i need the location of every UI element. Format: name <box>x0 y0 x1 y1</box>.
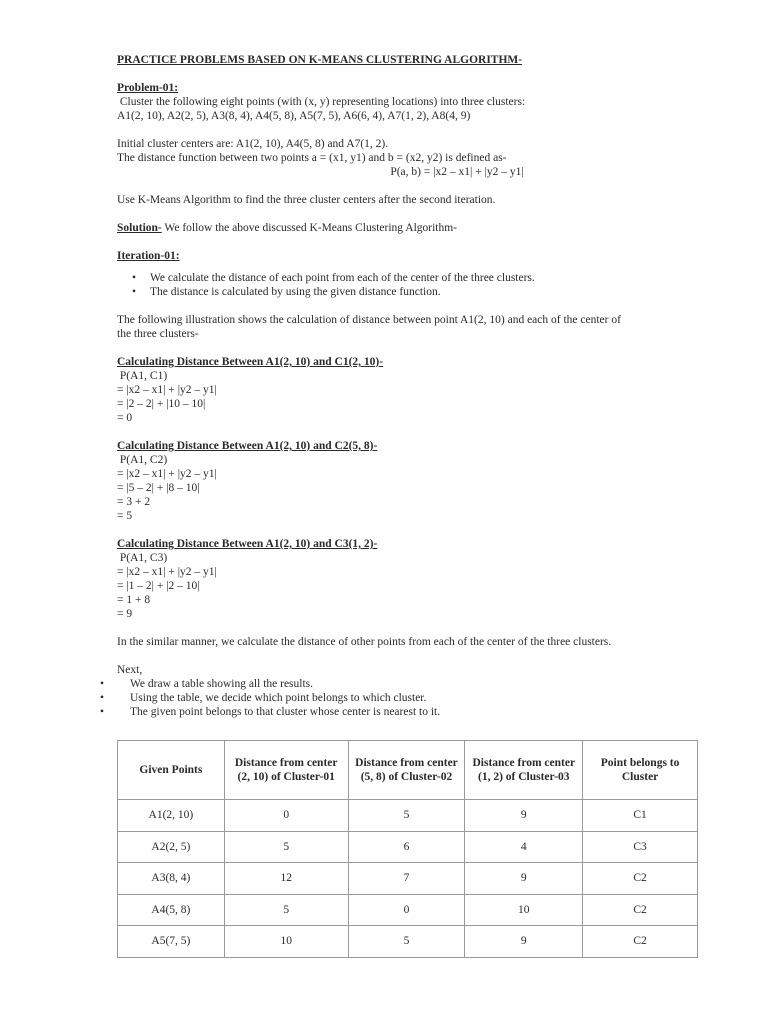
table-cell: 10 <box>465 894 583 926</box>
solution-line <box>117 221 717 235</box>
calc-line: = 9 <box>117 608 133 620</box>
distance-formula: P(a, b) = |x2 – x1| + |y2 – y1| <box>390 166 524 178</box>
problem-statement: Cluster the following eight points (with (x, y) representing locations) into three clusters: <box>117 96 526 108</box>
calc-line: P(A1, C2) <box>117 454 168 466</box>
initial-centers: Initial cluster centers are: A1(2, 10), A4(5, 8) and A7(1, 2). <box>117 138 389 150</box>
solution-text: We follow the above discussed K-Means Clustering Algorithm- <box>161 222 458 234</box>
task-statement: Use K-Means Algorithm to find the three cluster centers after the second iteration. <box>117 194 496 206</box>
table-cell: 6 <box>348 831 465 863</box>
list-item: • Using the table, we decide which point belongs to which cluster. <box>100 691 717 705</box>
list-item: • The given point belongs to that cluster whose center is nearest to it. <box>100 705 717 719</box>
illustration-text: The following illustration shows the calculation of distance between point A1(2, 10) and each of the center of <box>117 314 621 326</box>
table-row <box>118 894 698 926</box>
table-row <box>118 831 698 863</box>
table-row <box>118 800 698 832</box>
table-header-row <box>118 741 698 800</box>
table-cell: 0 <box>224 800 348 832</box>
table-cell: 5 <box>224 894 348 926</box>
distance-definition: The distance function between two points a = (x1, y1) and b = (x2, y2) is defined as- <box>117 152 507 164</box>
next-label: Next, <box>117 664 143 676</box>
calc-line: = 3 + 2 <box>117 496 151 508</box>
calc-line: P(A1, C3) <box>117 552 168 564</box>
table-cell: 9 <box>465 926 583 958</box>
iteration-heading: Iteration-01: <box>117 250 180 262</box>
table-cell: C3 <box>583 831 698 863</box>
table-cell: A1(2, 10) <box>118 800 225 832</box>
table-cell: C1 <box>583 800 698 832</box>
calc-line: = |5 – 2| + |8 – 10| <box>117 482 200 494</box>
table-cell: 5 <box>348 926 465 958</box>
calc-heading: Calculating Distance Between A1(2, 10) and C2(5, 8)- <box>117 440 378 452</box>
distance-table <box>117 740 698 958</box>
table-cell: 0 <box>348 894 465 926</box>
calc-heading: Calculating Distance Between A1(2, 10) and C3(1, 2)- <box>117 538 378 550</box>
page-title: PRACTICE PROBLEMS BASED ON K-MEANS CLUSTERING ALGORITHM- <box>117 54 523 66</box>
column-header: Distance from center (5, 8) of Cluster-02 <box>348 741 465 800</box>
document-body <box>117 53 717 719</box>
problem-heading: Problem-01: <box>117 82 179 94</box>
calc-line: = 0 <box>117 412 133 424</box>
table-row <box>118 863 698 895</box>
table-cell: 5 <box>224 831 348 863</box>
calc-line: = |x2 – x1| + |y2 – y1| <box>117 468 217 480</box>
table-cell: 7 <box>348 863 465 895</box>
column-header: Distance from center (2, 10) of Cluster-01 <box>224 741 348 800</box>
illustration-text: the three clusters- <box>117 328 199 340</box>
table-cell: C2 <box>583 863 698 895</box>
list-item: • We calculate the distance of each point from each of the center of the three clusters. <box>117 271 717 285</box>
iteration-bullet-list <box>117 271 717 299</box>
table-cell: 12 <box>224 863 348 895</box>
list-item: • The distance is calculated by using the given distance function. <box>117 285 717 299</box>
calc-line: = |2 – 2| + |10 – 10| <box>117 398 206 410</box>
table-row <box>118 926 698 958</box>
table-cell: A3(8, 4) <box>118 863 225 895</box>
table-cell: 9 <box>465 863 583 895</box>
table-cell: A5(7, 5) <box>118 926 225 958</box>
table-cell: 4 <box>465 831 583 863</box>
calc-line: P(A1, C1) <box>117 370 168 382</box>
list-item: • We draw a table showing all the results. <box>100 677 717 691</box>
table-cell: A2(2, 5) <box>118 831 225 863</box>
table-cell: 9 <box>465 800 583 832</box>
calc-line: = 5 <box>117 510 133 522</box>
table-cell: C2 <box>583 926 698 958</box>
solution-label: Solution- <box>117 222 162 234</box>
next-bullet-list <box>100 677 717 719</box>
calc-heading: Calculating Distance Between A1(2, 10) and C1(2, 10)- <box>117 356 384 368</box>
column-header: Point belongs to Cluster <box>583 741 698 800</box>
table-cell: A4(5, 8) <box>118 894 225 926</box>
similar-text: In the similar manner, we calculate the distance of other points from each of the center of the three clusters. <box>117 636 612 648</box>
column-header: Given Points <box>118 741 225 800</box>
calc-line: = 1 + 8 <box>117 594 151 606</box>
calc-line: = |x2 – x1| + |y2 – y1| <box>117 566 217 578</box>
column-header: Distance from center (1, 2) of Cluster-03 <box>465 741 583 800</box>
table-cell: 10 <box>224 926 348 958</box>
calc-line: = |1 – 2| + |2 – 10| <box>117 580 200 592</box>
points-list: A1(2, 10), A2(2, 5), A3(8, 4), A4(5, 8), A5(7, 5), A6(6, 4), A7(1, 2), A8(4, 9) <box>117 110 471 122</box>
table-cell: 5 <box>348 800 465 832</box>
table-cell: C2 <box>583 894 698 926</box>
calc-line: = |x2 – x1| + |y2 – y1| <box>117 384 217 396</box>
